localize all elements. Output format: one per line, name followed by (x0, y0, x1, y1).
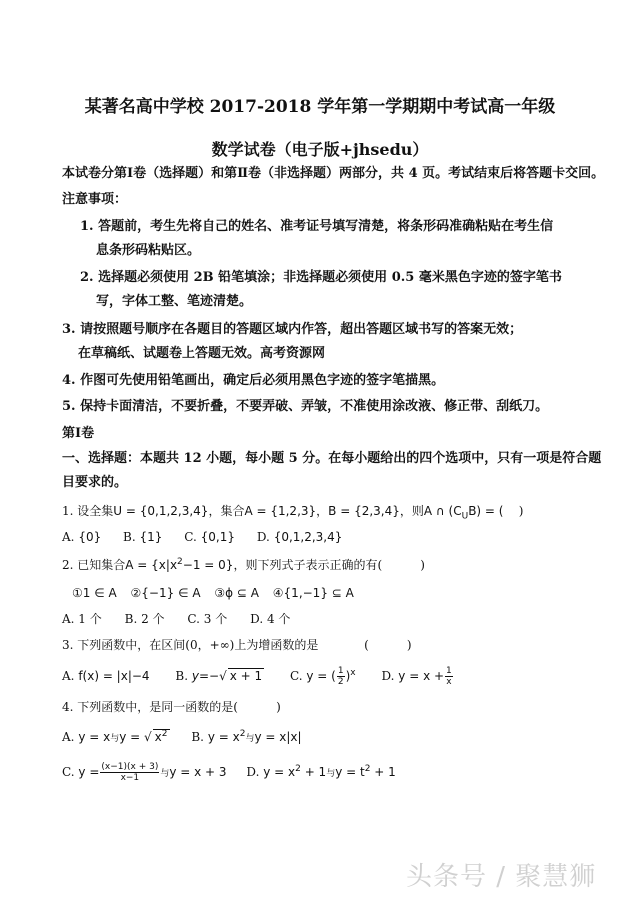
section-heading-b: 目要求的。 (62, 475, 128, 490)
notice-1a: 1. 答题前，考生先将自己的姓名、准考证号填写清楚，将条形码准确粘贴在考生信 (80, 219, 554, 234)
q1-option-b: {1} (139, 530, 163, 544)
question-2-statements (72, 584, 354, 602)
q4-option-a-second: y = (119, 730, 141, 744)
question-1-options (62, 528, 342, 546)
q2-statement-4: {1,−1} ⊆ A (283, 586, 354, 600)
q2-statement-1-num: ① (72, 586, 83, 600)
q2-set-b: −1 = 0} (182, 558, 234, 572)
q1-stem-mid: ，集合 (208, 504, 245, 518)
exam-subtitle (0, 137, 640, 160)
q4-option-d-label: D. (246, 765, 260, 779)
q2-statement-4-num: ④ (272, 586, 284, 600)
q1-expr-pre: A ∩ (C (423, 504, 462, 518)
q1-expr-post: B) = ( (468, 504, 504, 518)
q3-option-c-post: ) (345, 669, 351, 683)
notice-heading: 注意事项： (62, 192, 128, 207)
q4-option-b-first: y = x (207, 730, 240, 744)
notice-1b: 息条形码粘贴区。 (96, 243, 201, 258)
q1-stem-pre: 1. 设全集 (62, 504, 114, 518)
q4-option-b (208, 730, 302, 744)
q4-option-a-rad-sup: 2 (161, 729, 168, 739)
q4-option-b-first-sup: 2 (239, 729, 246, 739)
q2-set-sup: 2 (177, 557, 183, 567)
q3-option-c-sup: x (350, 668, 356, 678)
question-2-stem (62, 556, 425, 574)
q4-option-d-second-a: y = t (335, 765, 365, 779)
q4-option-c-and: 与 (160, 769, 170, 779)
q3-option-c-label: C. (289, 669, 303, 683)
subtitle-main: 数学试卷 (211, 140, 276, 159)
q4-option-a-radical (153, 729, 170, 744)
q1-universal-set: U = {0,1,2,3,4} (113, 504, 209, 518)
q4-option-c-second: y = x + 3 (169, 765, 227, 779)
q3-option-d-pre: y = x + (398, 669, 445, 683)
q2-set-a: A = {x|x (125, 558, 178, 572)
notice-4: 4. 作图可先使用铅笔画出，确定后必须用黑色字迹的签字笔描黑。 (62, 373, 445, 388)
question-4-stem: 4. 下列函数中，是同一函数的是( ) (62, 700, 281, 714)
subtitle-tag: （电子版+jhsedu） (275, 140, 429, 159)
q1-option-b-label: B. (123, 530, 136, 544)
question-3-options (62, 666, 454, 687)
question-4-options-cd (62, 762, 396, 783)
watermark: 头条号 / 聚慧狮 (406, 862, 597, 892)
q2-set (125, 558, 233, 572)
q4-option-a: y = x与y = √ $x^2$ (78, 729, 168, 744)
q3-option-b: y=−√ x + 1 (191, 669, 263, 683)
q1-option-d-label: D. (256, 530, 270, 544)
q3-option-d-den: x (446, 677, 452, 687)
q3-option-b-pre: y=− (191, 669, 220, 683)
q4-option-a-and: 与 (110, 734, 120, 744)
q4-option-d (263, 765, 396, 779)
q1-option-a-label: A. (62, 530, 75, 544)
q1-set-b: B = {2,3,4} (328, 504, 400, 518)
question-4-options-ab (62, 728, 302, 748)
q3-option-d (398, 666, 454, 687)
q1-set-a: A = {1,2,3} (244, 504, 317, 518)
q2-statement-1: 1 ∈ A (82, 586, 117, 600)
q3-option-c (306, 666, 356, 687)
q4-option-a-rad-base: x (154, 730, 162, 744)
part-one-heading: 第Ⅰ卷 (62, 426, 95, 441)
q1-expression (423, 504, 504, 522)
q2-statement-2: {−1} ∈ A (141, 586, 201, 600)
q3-option-b-label: B. (175, 669, 189, 683)
q4-option-b-second: y = x|x| (254, 730, 302, 744)
q3-option-c-den: 2 (337, 677, 344, 687)
q4-option-d-second-sup: 2 (364, 764, 371, 774)
q3-option-d-label: D. (381, 669, 395, 683)
q1-stem-then: ，则 (399, 504, 424, 518)
q4-option-d-and: 与 (326, 769, 336, 779)
q4-option-b-and: 与 (245, 734, 255, 744)
notice-3a: 3. 请按照题号顺序在各题目的答题区域内作答，超出答题区域书写的答案无效； (62, 322, 523, 337)
q1-option-c: {0,1} (200, 530, 236, 544)
section-heading-a: 一、选择题：本题共 12 小题，每小题 5 分。在每小题给出的四个选项中，只有一项是符合题 (62, 451, 602, 466)
q4-option-c (78, 762, 227, 783)
intro-text: 本试卷分第Ⅰ卷（选择题）和第Ⅱ卷（非选择题）两部分，共 4 页。考试结束后将答题卡交回。 (62, 166, 605, 181)
q3-option-b-radicand: x + 1 (229, 669, 263, 683)
q3-option-c-pre: y = ( (306, 669, 336, 683)
exam-title: 某著名高中学校 2017-2018 学年第一学期期中考试高一年级 (84, 97, 556, 117)
question-2-options: A. 1 个 B. 2 个 C. 3 个 D. 4 个 (62, 612, 291, 626)
q1-close: ) (503, 504, 524, 518)
notice-5: 5. 保持卡面清洁，不要折叠，不要弄破、弄皱，不准使用涂改液、修正带、刮纸刀。 (62, 399, 549, 414)
q1-option-c-label: C. (184, 530, 197, 544)
q4-option-c-fraction (100, 762, 159, 783)
q2-statement-3: ϕ ⊆ A (225, 586, 259, 600)
q2-stem-pre: 2. 已知集合 (62, 558, 126, 572)
q4-option-a-first: y = x (78, 730, 111, 744)
q3-option-d-num: 1 (446, 666, 452, 676)
q1-option-d: {0,1,2,3,4} (273, 530, 343, 544)
q4-option-d-second-b: + 1 (370, 765, 396, 779)
notice-2b: 写，字体工整、笔迹清楚。 (96, 294, 253, 309)
q3-option-a-label: A. (62, 669, 75, 683)
q1-expr-sub: U (461, 511, 469, 522)
q4-option-c-num: (x−1)(x + 3) (101, 762, 159, 772)
q3-option-c-num: 1 (337, 666, 344, 676)
q4-option-a-label: A. (62, 730, 75, 744)
q4-option-d-first-a: y = x (263, 765, 296, 779)
q4-option-c-label: C. (62, 765, 75, 779)
q2-statement-3-num: ③ (214, 586, 226, 600)
q4-option-d-first-b: + 1 (300, 765, 327, 779)
notice-2a: 2. 选择题必须使用 2B 铅笔填涂；非选择题必须使用 0.5 毫米黑色字迹的签字笔书 (80, 270, 562, 285)
q4-option-b-label: B. (191, 730, 204, 744)
q4-option-c-den: x−1 (120, 773, 140, 783)
q2-stem-post: ，则下列式子表示正确的有( ) (233, 558, 425, 572)
q3-option-d-fraction (445, 666, 453, 687)
q4-option-d-first-sup: 2 (295, 764, 301, 774)
q1-option-a: {0} (78, 530, 102, 544)
question-3-stem: 3. 下列函数中，在区间(0，+∞)上为增函数的是 ( ) (62, 638, 412, 652)
notice-3b: 在草稿纸、试题卷上答题无效。高考资源网 (78, 346, 326, 361)
q1-comma: ， (316, 504, 329, 518)
q3-option-a: f(x) = |x|−4 (78, 669, 150, 683)
q2-statement-2-num: ② (130, 586, 142, 600)
question-1-stem (62, 502, 523, 520)
q3-option-c-fraction (337, 666, 345, 687)
q4-option-c-first: y = (78, 765, 100, 779)
